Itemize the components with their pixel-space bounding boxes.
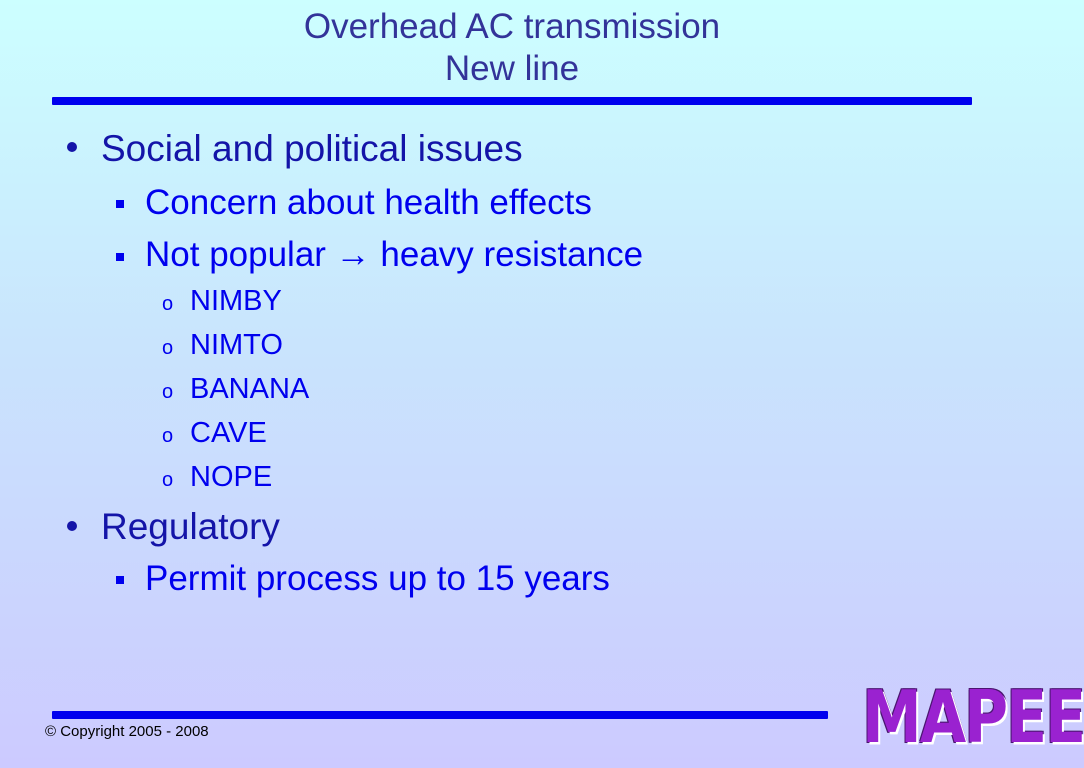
bullet-circle-icon: o — [162, 293, 174, 315]
bullet-square-icon — [116, 576, 124, 584]
bullet-circle-icon: o — [162, 381, 174, 403]
footer-divider — [52, 711, 828, 719]
copyright-notice: © Copyright 2005 - 2008 — [45, 723, 209, 740]
mapee-logo: MAPEE — [862, 676, 1084, 760]
bullet-circle-icon: o — [162, 425, 174, 447]
bullet-square-icon — [116, 200, 124, 208]
bullet-level2-popular: Not popular → heavy resistance — [145, 235, 644, 274]
bullet-level3-nimby: NIMBY — [190, 285, 282, 317]
bullet-level1-social: Social and political issues — [101, 128, 523, 169]
bullet-circle-icon: o — [162, 337, 174, 359]
slide-title — [0, 6, 1024, 90]
bullet-circle-icon: o — [162, 469, 174, 491]
bullet-level1-regulatory: Regulatory — [101, 506, 280, 547]
bullet-dot-icon — [67, 142, 77, 152]
bullet-level2-permit: Permit process up to 15 years — [145, 559, 610, 598]
bullet-dot-icon — [67, 521, 77, 531]
bullet-level3-cave: CAVE — [190, 417, 267, 449]
bullet-level3-nimto: NIMTO — [190, 329, 283, 361]
slide-title-line1: Overhead AC transmission — [303, 7, 721, 46]
bullet-level3-nope: NOPE — [190, 461, 273, 493]
bullet-square-icon — [116, 253, 124, 261]
bullet-level2-health: Concern about health effects — [145, 183, 592, 222]
title-divider — [52, 97, 972, 105]
bullet-level3-banana: BANANA — [190, 373, 310, 405]
slide-title-line2: New line — [444, 49, 580, 88]
